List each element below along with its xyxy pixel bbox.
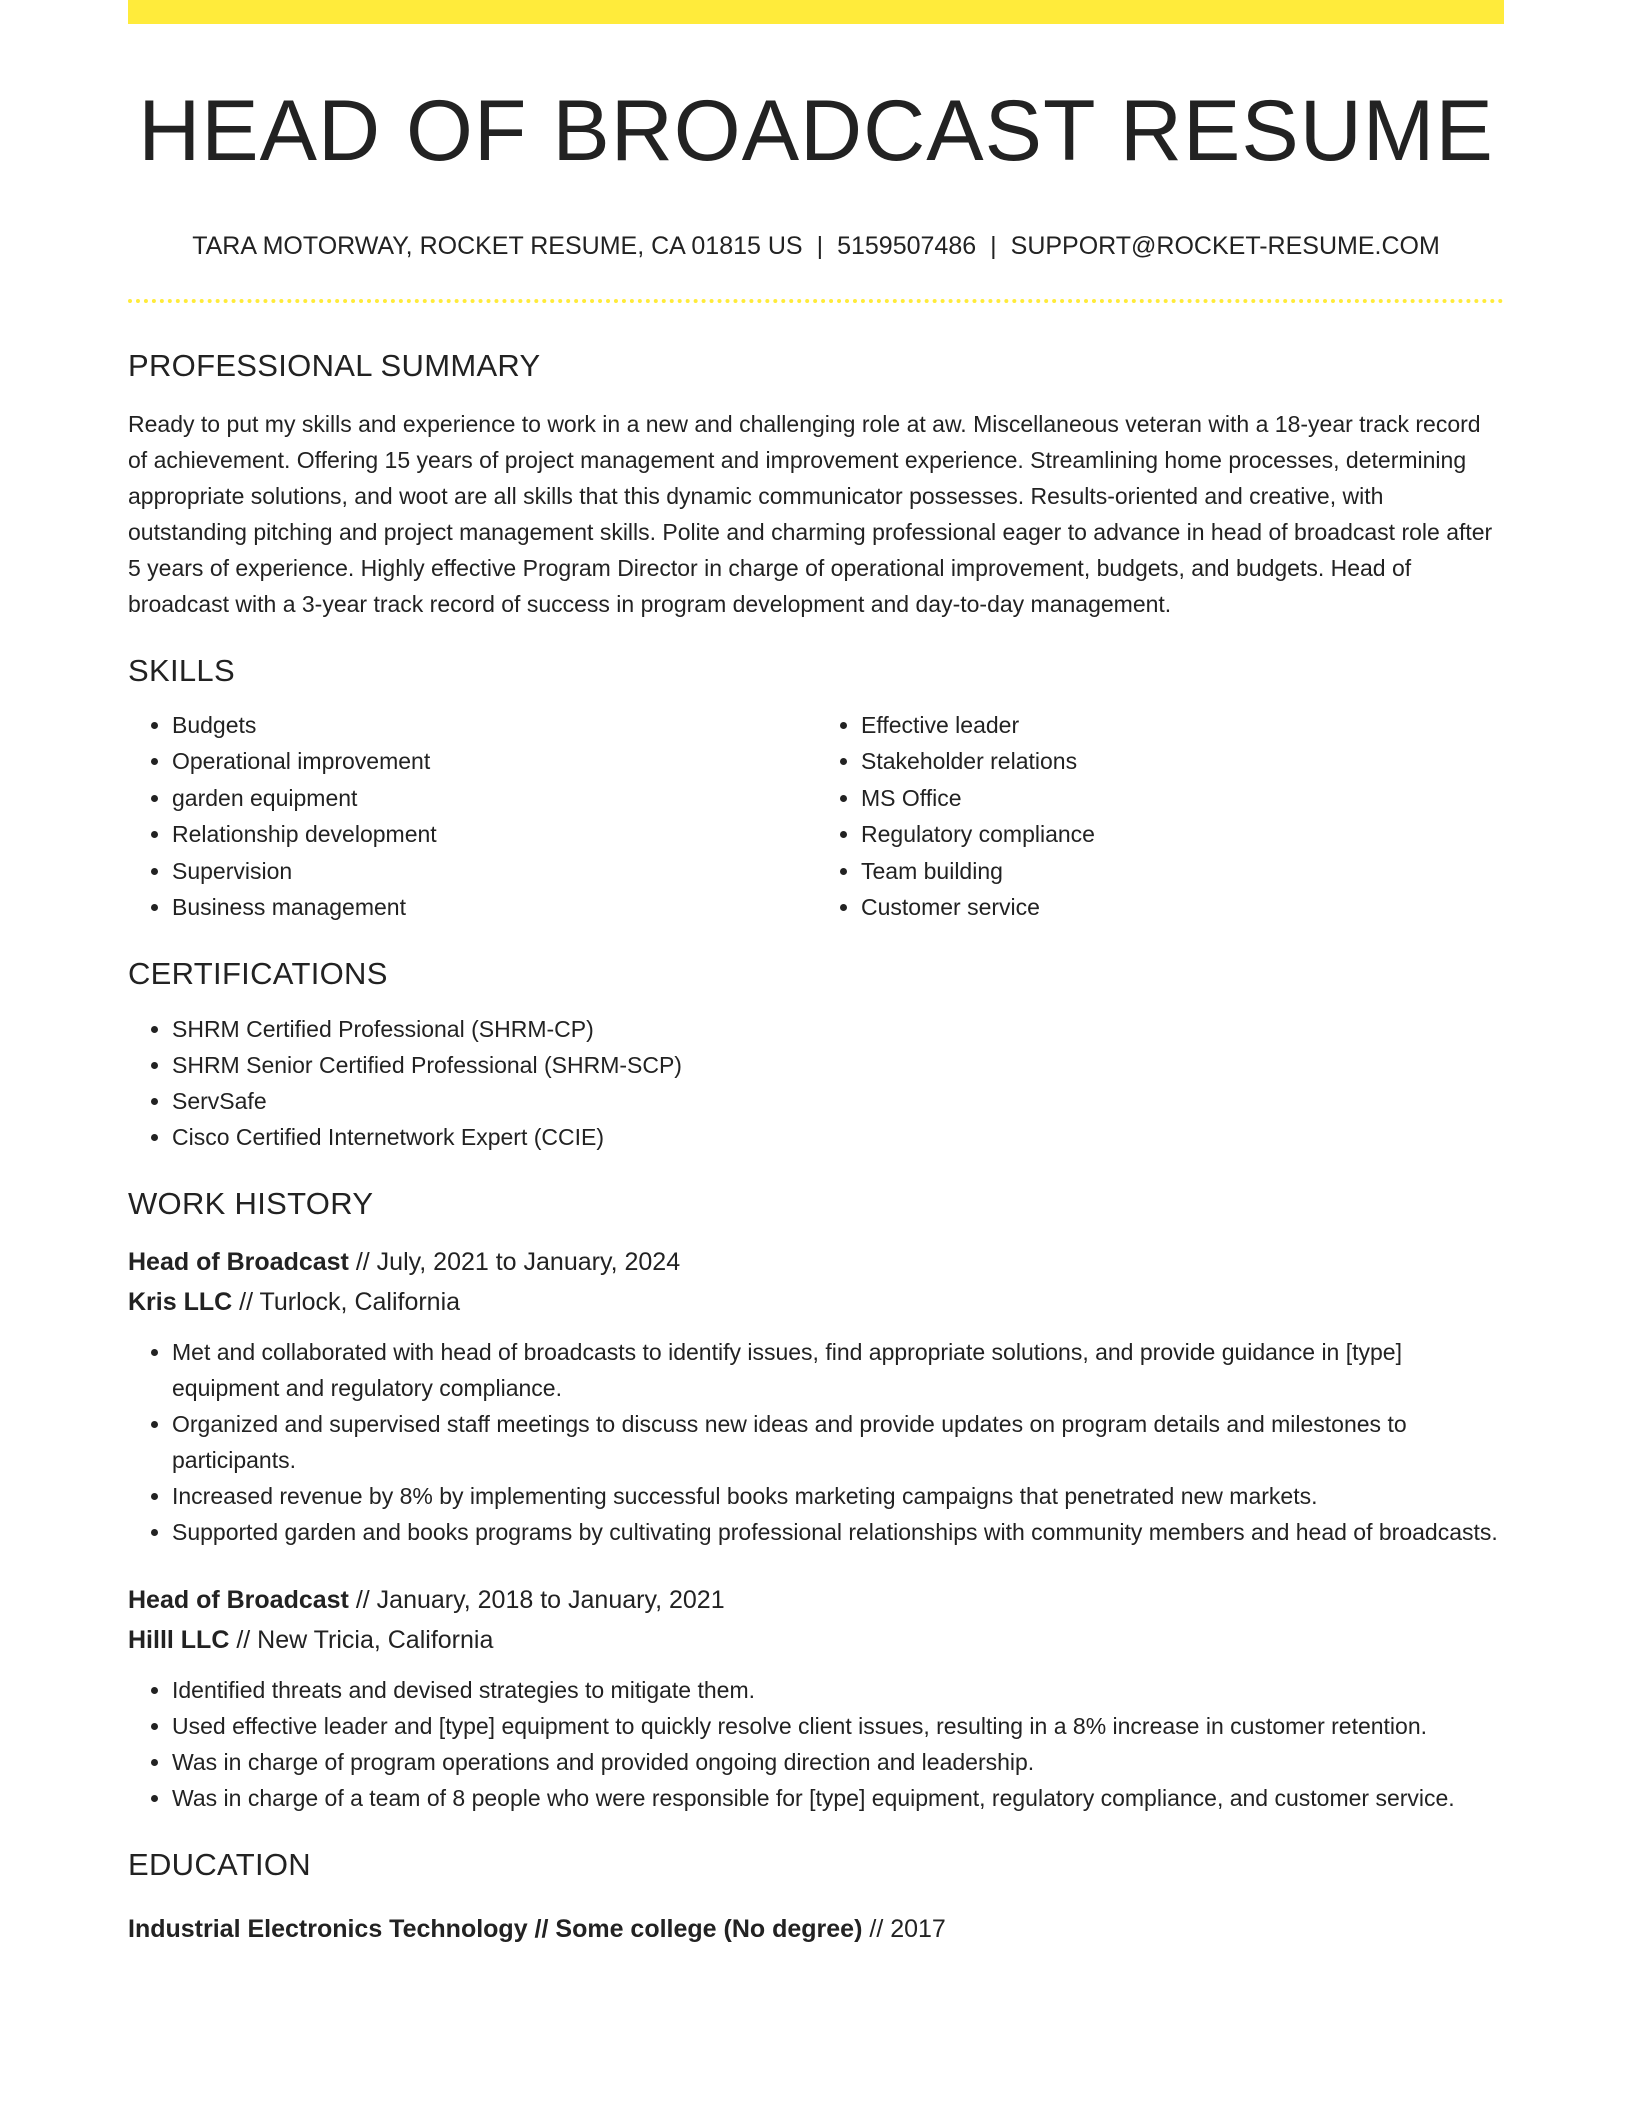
skill-item: • Team building (861, 853, 1504, 889)
section-title-skills: SKILLS (128, 652, 235, 688)
job-role-line (128, 1242, 1504, 1282)
job-company-line (128, 1620, 1504, 1660)
skill-item: • Budgets (172, 707, 815, 743)
skill-item: • Supervision (172, 853, 815, 889)
education-year: // 2017 (862, 1914, 946, 1943)
job-company-line (128, 1282, 1504, 1322)
certification-item: • SHRM Certified Professional (SHRM-CP) (172, 1011, 1504, 1047)
job-company: Hilll LLC (128, 1625, 230, 1654)
skill-item: • Relationship development (172, 816, 815, 852)
job-location: // New Tricia, California (229, 1625, 494, 1654)
skills-grid (128, 707, 1504, 925)
duty-item: • Increased revenue by 8% by implementing successful books marketing campaigns that penetrated new markets. (172, 1478, 1504, 1514)
skill-item: • Business management (172, 889, 815, 925)
certification-item: • ServSafe (172, 1083, 1504, 1119)
dotted-divider (128, 299, 1504, 303)
education-entry (128, 1909, 1504, 1949)
skill-item: • garden equipment (172, 780, 815, 816)
job-location: // Turlock, California (232, 1287, 461, 1316)
duty-item: • Identified threats and devised strategies to mitigate them. (172, 1672, 1504, 1708)
skill-item: • MS Office (861, 780, 1504, 816)
job-role: Head of Broadcast (128, 1247, 349, 1276)
skill-item: • Stakeholder relations (861, 743, 1504, 779)
section-title-certifications: CERTIFICATIONS (128, 956, 388, 992)
email: SUPPORT@ROCKET-RESUME.COM (1010, 231, 1440, 260)
resume-page (128, 0, 1504, 1949)
job-role-line (128, 1580, 1504, 1620)
certification-item: • Cisco Certified Internetwork Expert (CCIE) (172, 1119, 1504, 1155)
contact-separator: | (990, 231, 997, 260)
skill-item: • Effective leader (861, 707, 1504, 743)
summary-text: Ready to put my skills and experience to work in a new and challenging role at aw. Miscellaneous veteran with a 18-year track record of achievement. Offering 15 years of project management and improvement experience. Streamlining home processes, determining appropriate solutions, and woot are all skills that this dynamic communicator possesses. Results-oriented and creative, with outstanding pitching and project management skills. Polite and charming professional eager to advance in head of broadcast role after 5 years of experience. Highly effective Program Director in charge of operational improvement, budgets, and budgets. Head of broadcast with a 3-year track record of success in program development and day-to-day management. (128, 410, 1493, 617)
address: TARA MOTORWAY, ROCKET RESUME, CA 01815 US (192, 231, 803, 260)
skill-item: • Regulatory compliance (861, 816, 1504, 852)
phone: 5159507486 (837, 231, 977, 260)
duty-item: • Was in charge of program operations and provided ongoing direction and leadership. (172, 1744, 1504, 1780)
certification-item: • SHRM Senior Certified Professional (SHRM-SCP) (172, 1047, 1504, 1083)
job-entry (128, 1242, 1504, 1550)
duty-item: • Supported garden and books programs by cultivating professional relationships with community members and head of broadcasts. (172, 1514, 1504, 1550)
skill-item: • Customer service (861, 889, 1504, 925)
skills-list-left (128, 707, 815, 925)
job-company: Kris LLC (128, 1287, 233, 1316)
job-duties (128, 1672, 1504, 1816)
section-title-work-history: WORK HISTORY (128, 1185, 374, 1221)
duty-item: • Used effective leader and [type] equipment to quickly resolve client issues, resulting in a 8% increase in customer retention. (172, 1708, 1504, 1744)
job-duties (128, 1334, 1504, 1550)
duty-item: • Organized and supervised staff meetings to discuss new ideas and provide updates on program details and milestones to participants. (172, 1406, 1504, 1478)
job-entry (128, 1580, 1504, 1816)
contact-line (128, 231, 1504, 261)
contact-separator: | (816, 231, 824, 260)
skills-list-right (815, 707, 1504, 925)
resume-title: HEAD OF BROADCAST RESUME (138, 83, 1494, 179)
accent-bar (128, 0, 1504, 24)
section-title-education: EDUCATION (128, 1846, 311, 1882)
section-title-summary: PROFESSIONAL SUMMARY (128, 347, 541, 383)
job-role: Head of Broadcast (128, 1585, 349, 1614)
job-dates: // January, 2018 to January, 2021 (348, 1585, 725, 1614)
certifications-list (128, 1011, 1504, 1155)
job-dates: // July, 2021 to January, 2024 (348, 1247, 681, 1276)
duty-item: • Was in charge of a team of 8 people who were responsible for [type] equipment, regulatory compliance, and customer service. (172, 1780, 1504, 1816)
education-degree: Industrial Electronics Technology // Some college (No degree) (128, 1914, 863, 1943)
skill-item: • Operational improvement (172, 743, 815, 779)
duty-item: • Met and collaborated with head of broadcasts to identify issues, find appropriate solutions, and provide guidance in [type] equipment and regulatory compliance. (172, 1334, 1504, 1406)
